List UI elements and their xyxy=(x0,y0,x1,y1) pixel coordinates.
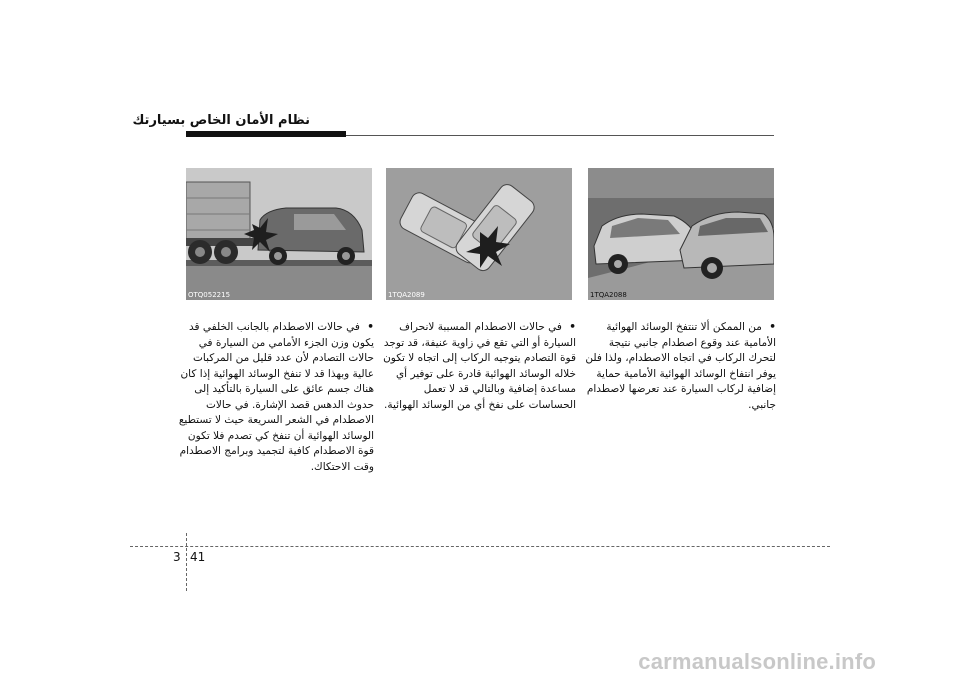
bullet: • xyxy=(769,321,776,333)
side-collision-illustration xyxy=(588,168,774,300)
figure-code: 1TQA2088 xyxy=(590,291,627,299)
page-number: 41 xyxy=(190,550,206,564)
bullet: • xyxy=(569,321,576,333)
paragraph-text: في حالات الاصطدام المسببة لانحراف السيارة أو التي تقع في زاوية عنيفة، قد توجد قوة التصادم يتوجيه الركاب إلى اتجاه لا تكون خلاله الوسائد الهوائية قادرة على توفير أي مساعدة إضافية وبالتالي قد لا تعمل الحساسات على نفخ أي من الوسائد الهوائية. xyxy=(383,321,576,411)
figure-code: OTQ052215 xyxy=(188,291,231,299)
text-column-middle xyxy=(380,320,576,413)
header-rule xyxy=(186,131,774,137)
figure-truck-van-collision xyxy=(186,168,372,300)
section-title: نظام الأمان الخاص بسيارتك xyxy=(132,113,310,128)
text-column-right xyxy=(580,320,776,413)
chapter-number: 3 xyxy=(173,550,181,564)
footer-vertical-divider xyxy=(186,533,187,591)
angled-collision-illustration xyxy=(386,168,572,300)
truck-van-illustration xyxy=(186,168,372,300)
figure-angled-collision xyxy=(386,168,572,300)
figure-code: 1TQA2089 xyxy=(388,291,425,299)
footer-divider xyxy=(130,546,830,547)
watermark-text: carmanualsonline.info xyxy=(638,649,876,674)
text-column-left xyxy=(178,320,374,475)
bullet: • xyxy=(367,321,374,333)
paragraph-text: في حالات الاصطدام بالجانب الخلفي قد يكون وزن الجزء الأمامي من السيارة في حالات التصادم لأن عدد قليل من المركبات عالية وبهذا قد لا تنفخ الوسائد الهوائية إذا كان هناك جسم عائق على السيارة بالتأكيد إلى حدوث الدهس قصد الإشارة. في حالات الاصطدام في الشعر السريعة حيث لا تستطيع الوسائد الهوائية أن تنفخ كي تصدم فلا تكون قوة الاصطدام كافية لتجميد وبرامج الاصطدام وقت الاحتكاك. xyxy=(178,321,374,473)
figure-side-collision xyxy=(588,168,774,300)
paragraph-text: من الممكن ألا تنتفخ الوسائد الهوائية الأمامية عند وقوع اصطدام جانبي نتيجة لتحرك الركاب في اتجاه الاصطدام، ولذا فلن يوفر انتفاخ الوسائد الهوائية الأمامية حماية إضافية لركاب السيارة عند تعرضها لاصطدام جانبي. xyxy=(585,321,776,411)
